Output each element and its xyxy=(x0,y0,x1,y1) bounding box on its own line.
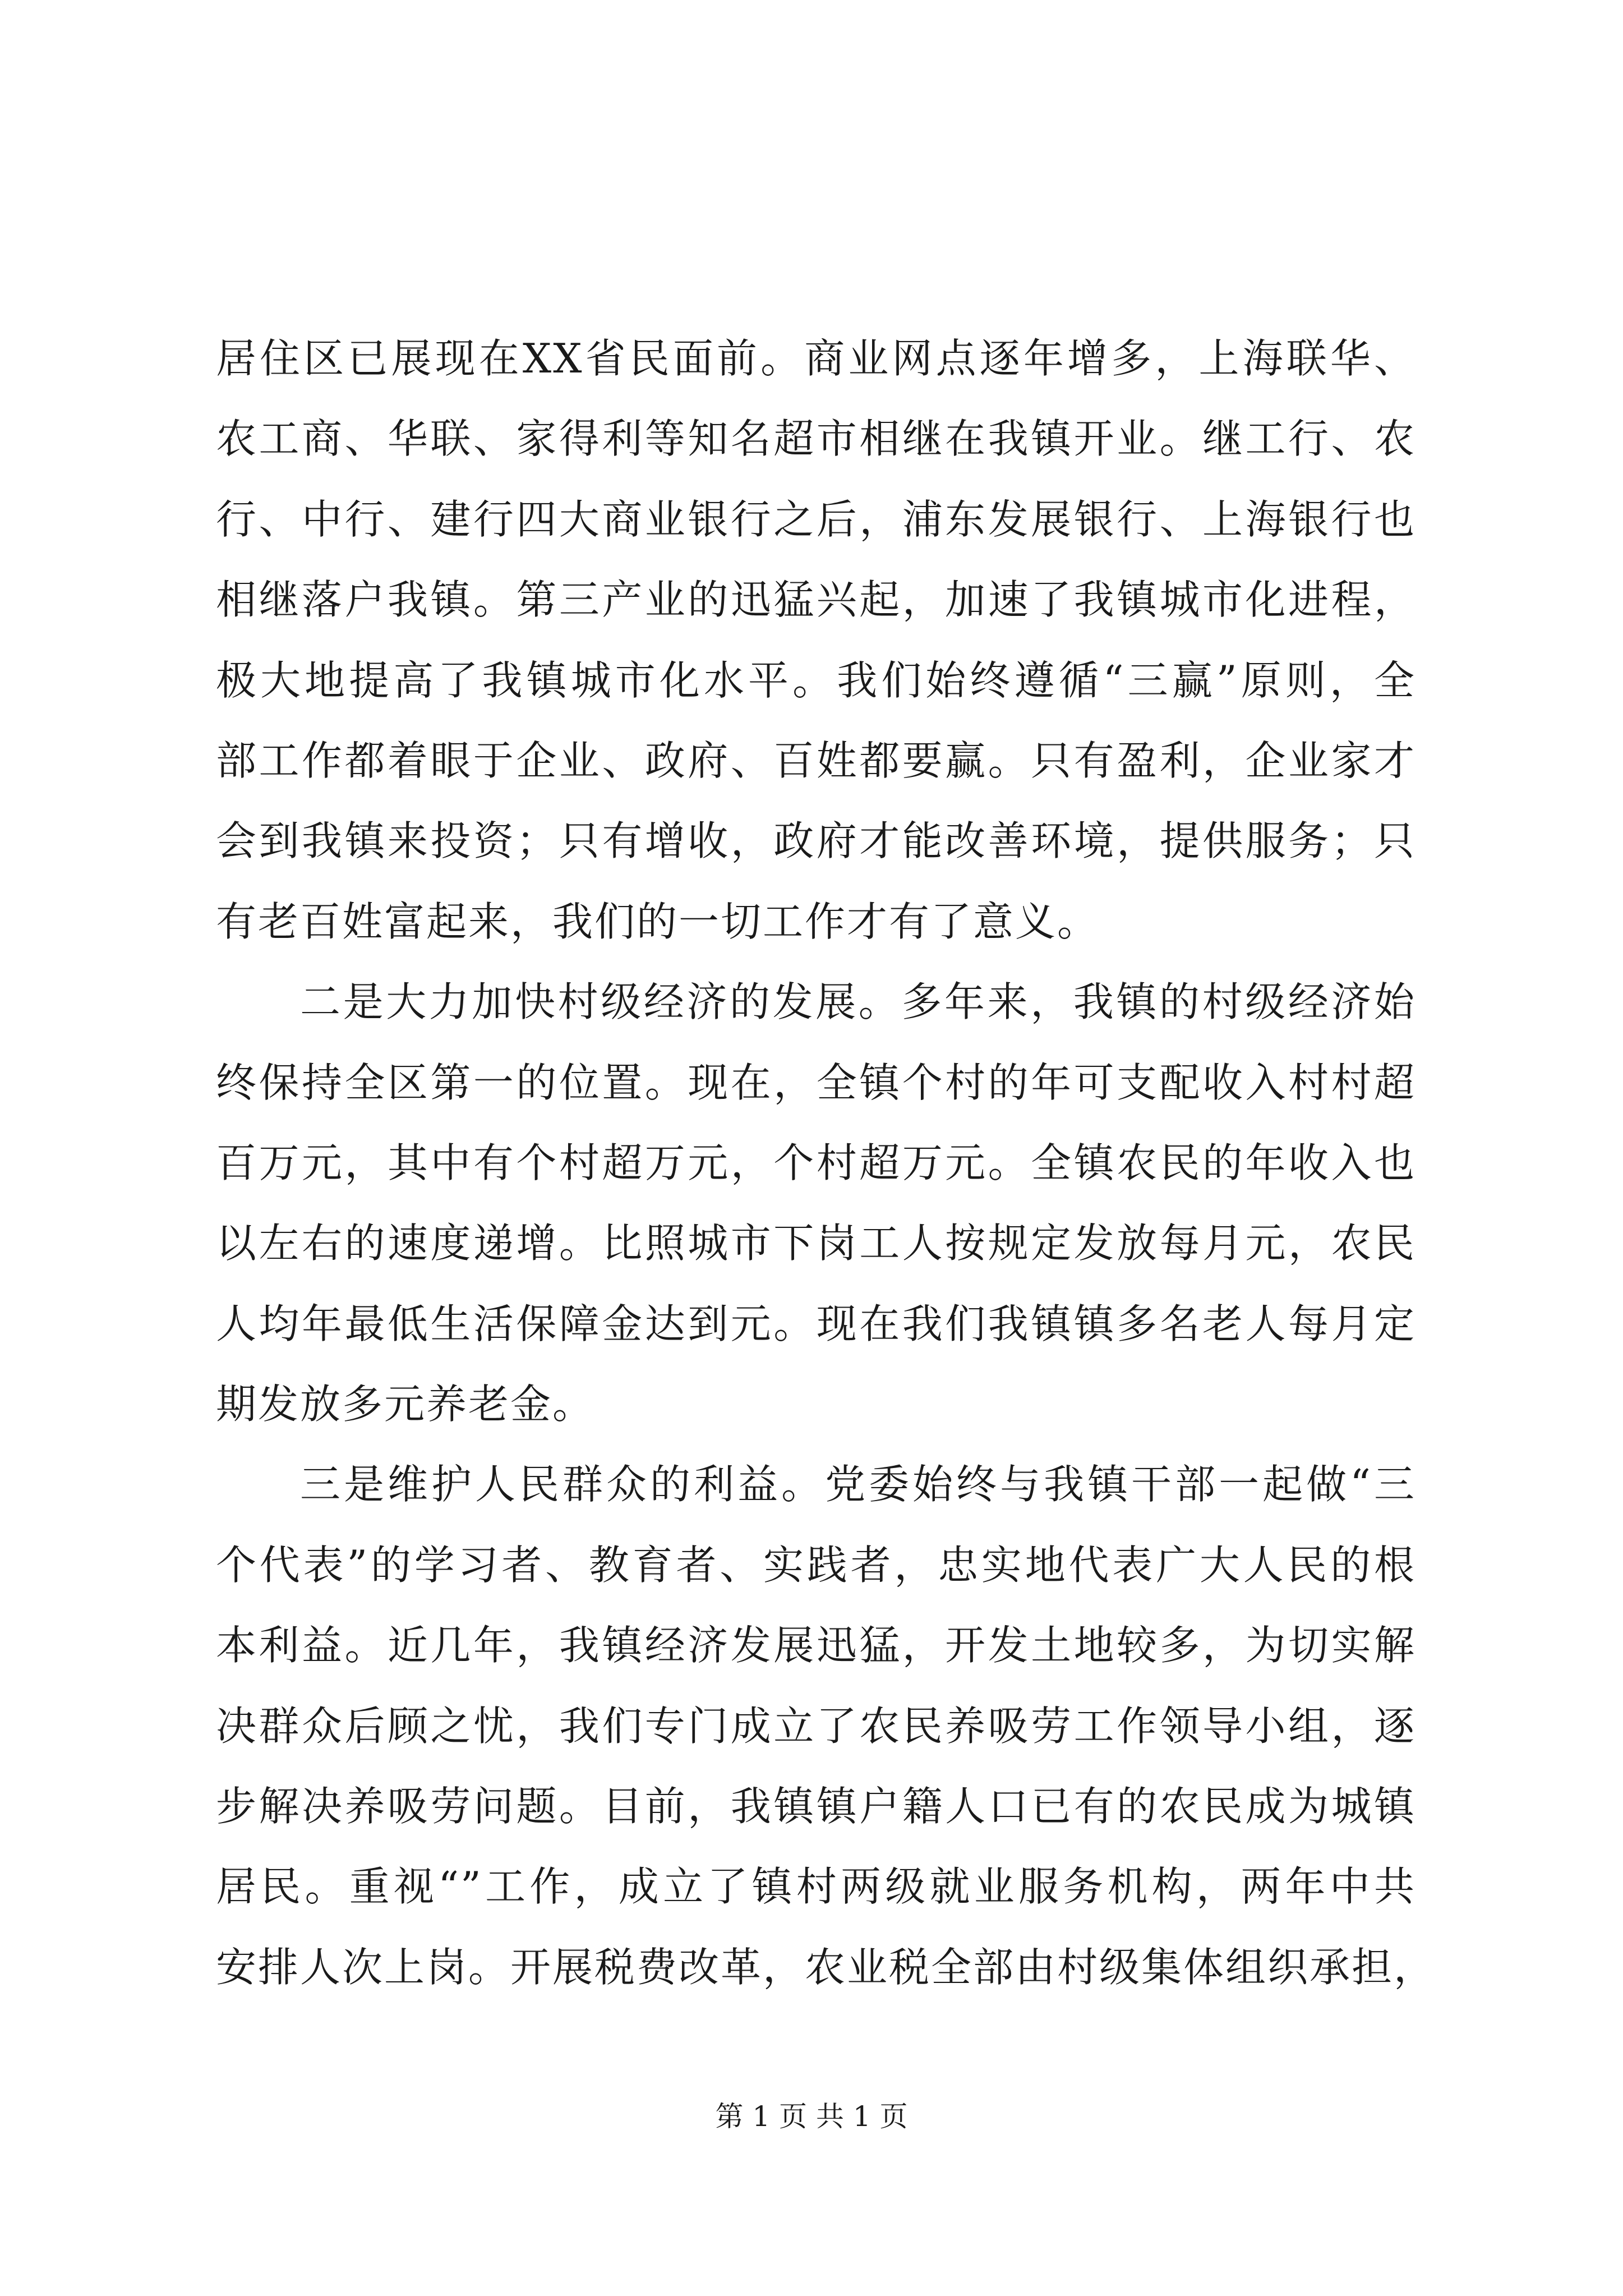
text-line: 二是大力加快村级经济的发展。多年来，我镇的村级经济始 xyxy=(300,978,1416,1026)
text-line: 行、中行、建行四大商业银行之后，浦东发展银行、上海银行也 xyxy=(216,495,1416,543)
text-line: 人均年最低生活保障金达到元。现在我们我镇镇多名老人每月定 xyxy=(216,1300,1416,1347)
paragraph xyxy=(216,1444,1436,2008)
text-line: 步解决养吸劳问题。目前，我镇镇户籍人口已有的农民成为城镇 xyxy=(216,1783,1416,1830)
text-line: 本利益。近几年，我镇经济发展迅猛，开发土地较多，为切实解 xyxy=(216,1622,1416,1669)
text-line: 期发放多元养老金。 xyxy=(216,1381,595,1428)
text-line: 百万元，其中有个村超万元，个村超万元。全镇农民的年收入也 xyxy=(216,1139,1416,1186)
text-line: 居民。重视“”工作，成立了镇村两级就业服务机构，两年中共 xyxy=(216,1863,1416,1911)
text-line: 三是维护人民群众的利益。党委始终与我镇干部一起做“三 xyxy=(300,1461,1416,1508)
text-line: 农工商、华联、家得利等知名超市相继在我镇开业。继工行、农 xyxy=(216,415,1416,463)
text-line: 安排人次上岗。开展税费改革，农业税全部由村级集体组织承担， xyxy=(216,1943,1436,1991)
text-line: 以左右的速度递增。比照城市下岗工人按规定发放每月元，农民 xyxy=(216,1220,1416,1267)
document-body xyxy=(216,319,1436,2008)
text-line: 决群众后顾之忧，我们专门成立了农民养吸劳工作领导小组，逐 xyxy=(216,1702,1416,1750)
text-line: 极大地提高了我镇城市化水平。我们始终遵循“三赢”原则，全 xyxy=(216,656,1416,704)
text-line: 有老百姓富起来，我们的一切工作才有了意义。 xyxy=(216,898,1100,945)
text-line: 会到我镇来投资；只有增收，政府才能改善环境，提供服务；只 xyxy=(216,817,1416,865)
paragraph xyxy=(216,962,1416,1444)
text-line: 相继落户我镇。第三产业的迅猛兴起，加速了我镇城市化进程， xyxy=(216,576,1416,624)
text-line: 个代表”的学习者、教育者、实践者，忠实地代表广大人民的根 xyxy=(216,1541,1416,1589)
text-line: 部工作都着眼于企业、政府、百姓都要赢。只有盈利，企业家才 xyxy=(216,737,1416,784)
text-line: 居住区已展现在XX省民面前。商业网点逐年增多，上海联华、 xyxy=(216,335,1416,382)
page-number-label: 第 1 页 共 1 页 xyxy=(715,2100,908,2133)
page-footer xyxy=(0,2097,1623,2136)
paragraph xyxy=(216,319,1416,962)
text-line: 终保持全区第一的位置。现在，全镇个村的年可支配收入村村超 xyxy=(216,1059,1416,1106)
